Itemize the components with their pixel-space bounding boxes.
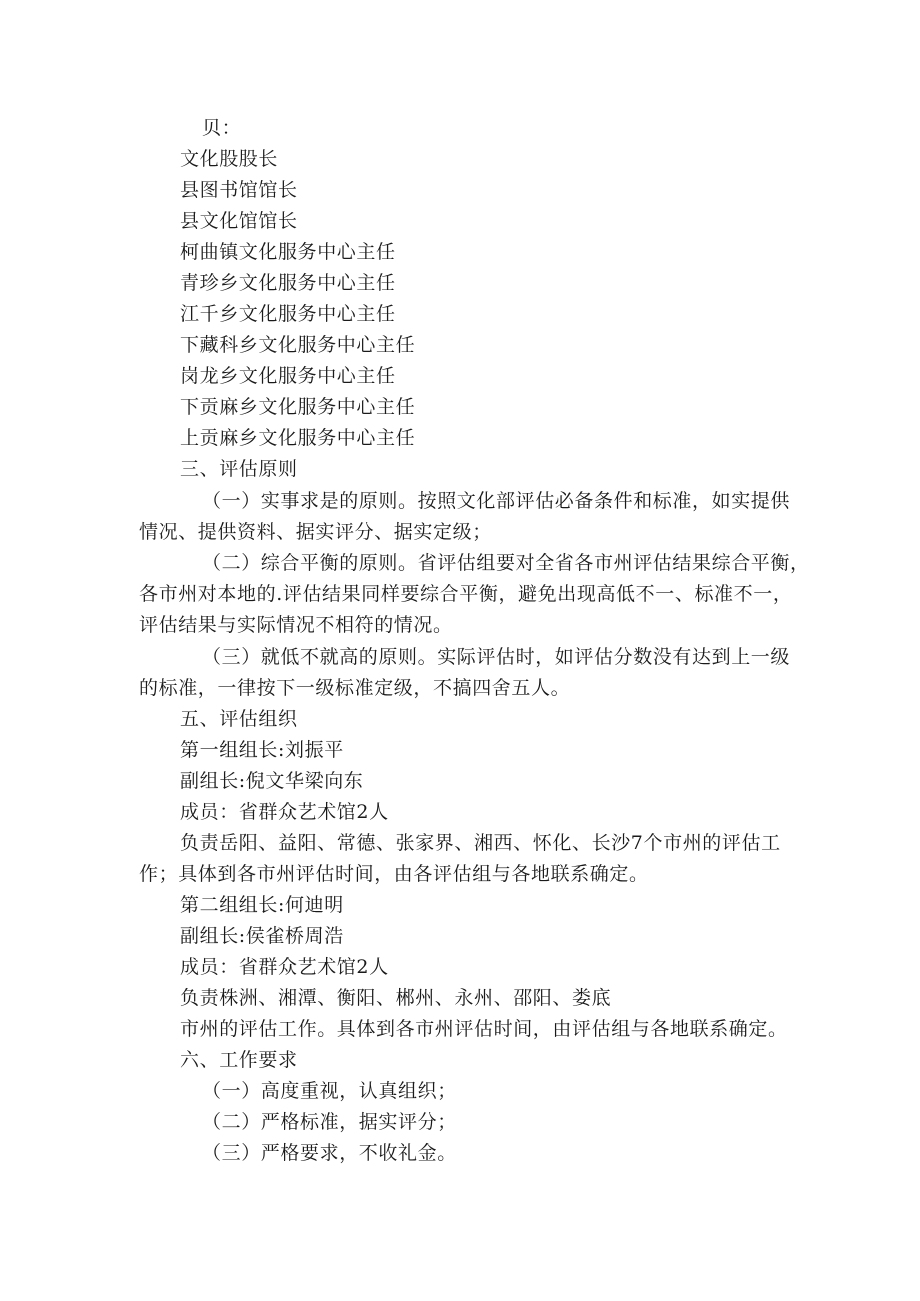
- paragraph-principle-2-cont-2: 评估结果与实际情况不相符的情况。: [139, 614, 453, 636]
- paragraph-principle-1: （一）实事求是的原则。按照文化部评估必备条件和标准，如实提供: [202, 490, 791, 512]
- text-line-member-10: 上贡麻乡文化服务中心主任: [180, 427, 416, 449]
- section-heading-principles: 三、评估原则: [180, 458, 298, 480]
- text-line-member-1: 文化股股长: [180, 148, 279, 170]
- text-line-member-4: 柯曲镇文化服务中心主任: [180, 241, 396, 263]
- text-line-group1-leader: 第一组组长:刘振平: [180, 739, 344, 761]
- section-heading-requirements: 六、工作要求: [180, 1049, 298, 1071]
- text-line-member-label: 贝：: [202, 117, 242, 139]
- text-line-group1-deputy: 副组长:倪文华梁向东: [180, 770, 364, 792]
- text-line-member-3: 县文化馆馆长: [180, 210, 298, 232]
- paragraph-principle-1-cont: 情况、提供资料、据实评分、据实定级；: [139, 521, 492, 543]
- paragraph-principle-3: （三）就低不就高的原则。实际评估时，如评估分数没有达到上一级: [202, 646, 791, 668]
- text-line-member-9: 下贡麻乡文化服务中心主任: [180, 396, 416, 418]
- paragraph-group1-scope: 负责岳阳、益阳、常德、张家界、湘西、怀化、长沙7个市州的评估工: [180, 832, 781, 854]
- text-line-requirement-2: （二）严格标准，据实评分；: [202, 1111, 457, 1133]
- text-line-group2-members: 成员：省群众艺术馆2人: [180, 956, 389, 978]
- text-line-requirement-1: （一）高度重视，认真组织；: [202, 1080, 457, 1102]
- text-line-member-5: 青珍乡文化服务中心主任: [180, 272, 396, 294]
- text-line-member-2: 县图书馆馆长: [180, 179, 298, 201]
- paragraph-principle-3-cont: 的标准，一律按下一级标准定级，不搞四舍五人。: [139, 677, 571, 699]
- paragraph-principle-2-cont-1: 各市州对本地的.评估结果同样要综合平衡，避免出现高低不一、标准不一，: [139, 583, 793, 605]
- text-line-member-7: 下藏科乡文化服务中心主任: [180, 334, 416, 356]
- text-line-member-8: 岗龙乡文化服务中心主任: [180, 365, 396, 387]
- text-line-group1-members: 成员：省群众艺术馆2人: [180, 801, 389, 823]
- section-heading-organization: 五、评估组织: [180, 708, 298, 730]
- paragraph-group2-scope: 负责株洲、湘潭、衡阳、郴州、永州、邵阳、娄底: [180, 987, 612, 1009]
- text-line-requirement-3: （三）严格要求，不收礼金。: [202, 1142, 457, 1164]
- text-line-group2-deputy: 副组长:侯雀桥周浩: [180, 925, 344, 947]
- text-line-group2-leader: 第二组组长:何迪明: [180, 894, 344, 916]
- paragraph-group1-scope-cont: 作；具体到各市州评估时间，由各评估组与各地联系确定。: [139, 863, 649, 885]
- paragraph-group2-scope-cont: 市州的评估工作。具体到各市州评估时间，由评估组与各地联系确定。: [180, 1018, 788, 1040]
- paragraph-principle-2: （二）综合平衡的原则。省评估组要对全省各市州评估结果综合平衡，: [202, 552, 810, 574]
- text-line-member-6: 江千乡文化服务中心主任: [180, 303, 396, 325]
